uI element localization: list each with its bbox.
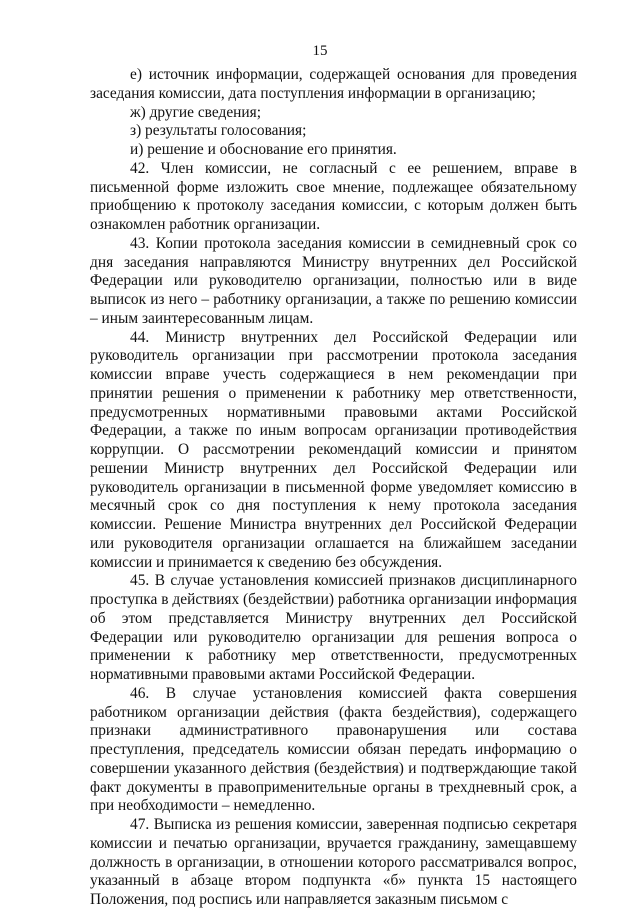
paragraph-47: 47. Выписка из решения комиссии, заверенная подписью секретаря комиссии и печатью организации, вручается гражданину, замещавшему должность в организации, в отношении которого рассматривался вопрос, указанный в абзаце втором подпункта «б» пункта 15 настоящего Положения, под роспись или направляется заказным письмом с: [90, 816, 577, 908]
paragraph-43: 43. Копии протокола заседания комиссии в семидневный срок со дня заседания направляются Министру внутренних дел Российской Федерации или руководителю организации, полностью или в виде выписок из него – работнику организации, а также по решению комиссии – иным заинтересованным лицам.: [90, 234, 577, 327]
paragraph-45: 45. В случае установления комиссией признаков дисциплинарного проступка в действиях (бездействии) работника организации информация об этом представляется Министру внутренних дел Российской Федерации или руководителю организации для решения вопроса о применении к работнику мер ответственности, предусмотренных нормативными правовыми актами Российской Федерации.: [90, 572, 577, 683]
paragraph-46: 46. В случае установления комиссией факта совершения работником организации действия (факта бездействия), содержащего признаки административного правонарушения или состава преступления, председатель комиссии обязан передать информацию о совершении указанного действия (бездействия) и подтверждающие такой факт документы в правоприменительные органы в трехдневный срок, а при необходимости – немедленно.: [90, 684, 577, 815]
paragraph-item-e: е) источник информации, содержащей основания для проведения заседания комиссии, дата поступления информации в организацию;: [90, 66, 577, 102]
paragraph-42: 42. Член комиссии, не согласный с ее решением, вправе в письменной форме изложить свое мнение, подлежащее обязательному приобщению к протоколу заседания комиссии, с которым должен быть ознакомлен работник организации.: [90, 159, 577, 233]
body-text: [90, 66, 577, 910]
page-number: 15: [312, 43, 328, 59]
paragraph-44: 44. Министр внутренних дел Российской Федерации или руководитель организации при рассмотрении протокола заседания комиссии вправе учесть содержащиеся в нем рекомендации при принятии решения о применении к работнику мер ответственности, предусмотренных нормативными правовыми актами Российской Федерации, а также по иным вопросам организации противодействия коррупции. О рассмотрении рекомендаций комиссии и принятом решении Министр внутренних дел Российской Федерации или руководитель организации в письменной форме уведомляет комиссию в месячный срок со дня поступления к нему протокола заседания комиссии. Решение Министра внутренних дел Российской Федерации или руководителя организации оглашается на ближайшем заседании комиссии и принимается к сведению без обсуждения.: [90, 328, 577, 571]
paragraph-item-i: и) решение и обоснование его принятия.: [130, 141, 397, 158]
paragraph-item-zh: ж) другие сведения;: [130, 103, 261, 121]
paragraph-item-z: з) результаты голосования;: [130, 122, 307, 140]
